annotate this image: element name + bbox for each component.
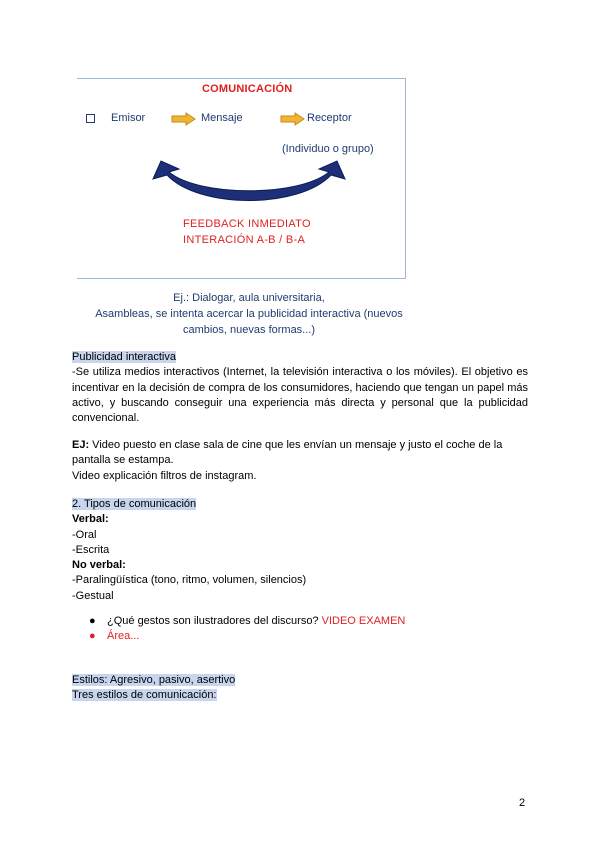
styles-block: Estilos: Agresivo, pasivo, asertivo Tres estilos de comunicación: [72, 674, 236, 702]
list-item: ● ¿Qué gestos son ilustradores del discurso? VIDEO EXAMEN [89, 615, 406, 627]
arrow-right-icon [280, 112, 306, 126]
diagram-caption: Ej.: Dialogar, aula universitaria, Asambleas, se intenta acercar la publicidad interactiva (nuevos cambios, nuevas formas...) [95, 292, 403, 336]
section-publicidad [72, 350, 528, 426]
diagram-title: COMUNICACIÓN [202, 83, 293, 95]
receptor-label: Receptor [307, 112, 352, 124]
section-heading: 2. Tipos de comunicación [72, 498, 197, 510]
example-label: EJ: [72, 439, 90, 451]
section-tipos: 2. Tipos de comunicación Verbal: -Oral -Escrita No verbal: -Paralingüística (tono, ritmo, volumen, silencios) -Gestual [72, 498, 307, 602]
list-item: ● Área... [89, 630, 140, 642]
checkbox-bullet-icon [86, 114, 95, 123]
arrow-right-icon [171, 112, 197, 126]
example-block: EJ: Video puesto en clase sala de cine que les envían un mensaje y justo el coche de la pantalla se estampa. Video explicación filtros de instagram. [72, 439, 503, 482]
section-heading: Publicidad interactiva [72, 351, 176, 363]
communication-diagram [77, 78, 406, 279]
feedback-curved-arrow-icon [149, 157, 349, 217]
feedback-text: FEEDBACK INMEDIATO INTERACIÓN A-B / B-A [183, 218, 311, 246]
paragraph: -Se utiliza medios interactivos (Internet, la televisión interactiva o los móviles). El objetivo es incentivar en la decisión de compra de los consumidores, haciendo que tengan un papel más activo, y buscando conseguir una experiencia más directa y personal que la publicidad convencional. [72, 366, 528, 425]
mensaje-label: Mensaje [201, 112, 243, 124]
emisor-label: Emisor [111, 112, 146, 124]
page-number: 2 [519, 797, 526, 809]
receptor-subtitle: (Individuo o grupo) [282, 143, 374, 155]
